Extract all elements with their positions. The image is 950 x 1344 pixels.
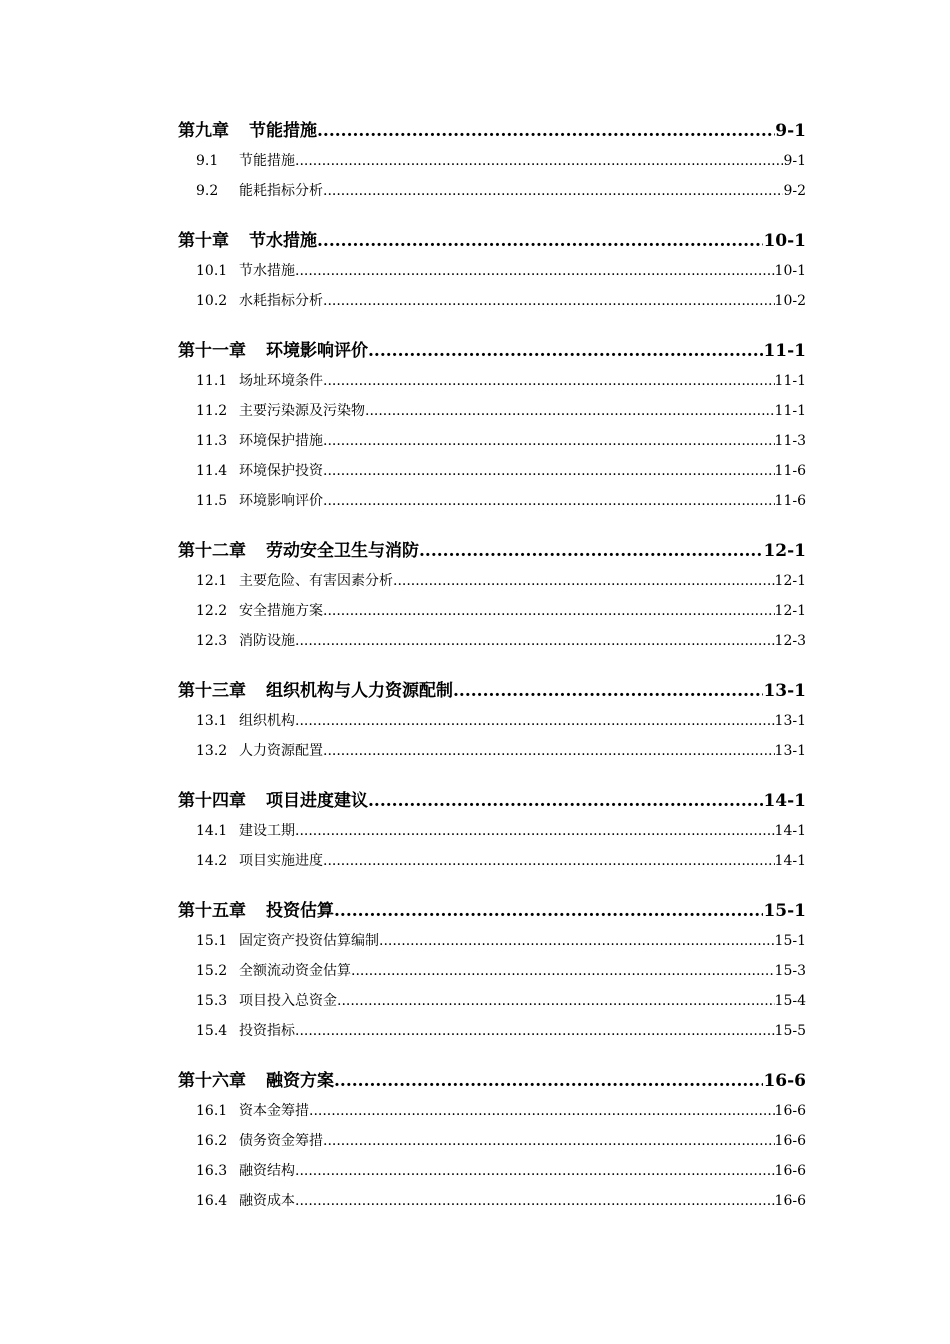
toc-section-number: 10.2	[196, 293, 228, 309]
toc-section-page: 11-3	[774, 433, 806, 449]
toc-chapter-entry[interactable]	[178, 336, 806, 366]
toc-section-entry[interactable]	[178, 256, 806, 286]
toc-section-number: 11.3	[196, 433, 228, 449]
toc-section-entry[interactable]	[178, 486, 806, 516]
toc-section-page: 15-3	[774, 963, 806, 979]
toc-section-page: 13-1	[774, 713, 806, 729]
toc-section-title: 节能措施	[239, 153, 295, 169]
toc-dot-leader	[334, 1066, 763, 1096]
toc-dot-leader	[334, 896, 763, 926]
toc-section-entry[interactable]	[178, 366, 806, 396]
toc-section-page: 9-1	[783, 153, 806, 169]
toc-section-number: 9.2	[196, 183, 219, 199]
toc-section-page: 16-6	[774, 1103, 806, 1119]
toc-section-number: 16.1	[196, 1103, 228, 1119]
toc-dot-leader	[379, 926, 775, 956]
toc-chapter-number: 第十六章	[178, 1071, 246, 1091]
toc-section-title: 全额流动资金估算	[239, 963, 351, 979]
toc-section-page: 16-6	[774, 1193, 806, 1209]
toc-section-title: 安全措施方案	[239, 603, 323, 619]
toc-chapter-number: 第十三章	[178, 681, 246, 701]
toc-section-entry[interactable]	[178, 1156, 806, 1186]
toc-section-title: 节水措施	[239, 263, 295, 279]
toc-chapter-number: 第十章	[178, 231, 229, 251]
toc-chapter-number: 第十五章	[178, 901, 246, 921]
toc-dot-leader	[295, 626, 775, 656]
toc-dot-leader	[323, 596, 775, 626]
toc-section-number: 15.1	[196, 933, 228, 949]
toc-chapter-entry[interactable]	[178, 536, 806, 566]
toc-section-title: 资本金筹措	[239, 1103, 309, 1119]
toc-section-title: 人力资源配置	[239, 743, 323, 759]
toc-section-page: 15-4	[774, 993, 806, 1009]
toc-section-number: 14.1	[196, 823, 228, 839]
toc-dot-leader	[317, 116, 775, 146]
toc-chapter-number: 第九章	[178, 121, 229, 141]
toc-dot-leader	[419, 536, 763, 566]
toc-section-title: 环境保护投资	[239, 463, 323, 479]
toc-section-page: 15-1	[774, 933, 806, 949]
toc-section-page: 11-6	[774, 463, 806, 479]
toc-section-number: 9.1	[196, 153, 219, 169]
toc-chapter-title: 节能措施	[249, 121, 317, 141]
toc-section-title: 主要污染源及污染物	[239, 403, 365, 419]
toc-chapter-entry[interactable]	[178, 676, 806, 706]
toc-chapter	[178, 786, 806, 876]
toc-chapter-page: 10-1	[763, 231, 806, 251]
toc-section-number: 11.2	[196, 403, 228, 419]
toc-section-page: 12-3	[774, 633, 806, 649]
toc-chapter-page: 15-1	[763, 901, 806, 921]
toc-chapter-page: 16-6	[763, 1071, 806, 1091]
toc-section-title: 项目实施进度	[239, 853, 323, 869]
toc-section-entry[interactable]	[178, 426, 806, 456]
toc-section-page: 16-6	[774, 1163, 806, 1179]
toc-chapter	[178, 536, 806, 656]
toc-chapter-title: 项目进度建议	[266, 791, 368, 811]
toc-dot-leader	[295, 256, 775, 286]
toc-section-entry[interactable]	[178, 596, 806, 626]
toc-section-entry[interactable]	[178, 566, 806, 596]
toc-chapter-page: 9-1	[775, 121, 806, 141]
toc-section-page: 11-6	[774, 493, 806, 509]
toc-dot-leader	[351, 956, 775, 986]
toc-section-entry[interactable]	[178, 1096, 806, 1126]
toc-chapter-entry[interactable]	[178, 896, 806, 926]
toc-section-page: 11-1	[774, 373, 806, 389]
toc-chapter-page: 11-1	[763, 341, 806, 361]
toc-chapter-page: 13-1	[763, 681, 806, 701]
toc-section-number: 15.2	[196, 963, 228, 979]
toc-section-number: 15.4	[196, 1023, 228, 1039]
toc-chapter-entry[interactable]	[178, 1066, 806, 1096]
toc-section-number: 12.1	[196, 573, 228, 589]
toc-chapter-number: 第十二章	[178, 541, 246, 561]
toc-dot-leader	[323, 426, 775, 456]
toc-chapter-number: 第十一章	[178, 341, 246, 361]
toc-section-number: 12.3	[196, 633, 228, 649]
toc-dot-leader	[295, 146, 783, 176]
toc-dot-leader	[295, 1186, 775, 1216]
toc-chapter	[178, 896, 806, 1046]
toc-dot-leader	[309, 1096, 775, 1126]
toc-section-number: 13.1	[196, 713, 228, 729]
toc-dot-leader	[323, 1126, 775, 1156]
toc-section-title: 项目投入总资金	[239, 993, 337, 1009]
toc-dot-leader	[295, 706, 775, 736]
toc-section-entry[interactable]	[178, 396, 806, 426]
toc-section-title: 水耗指标分析	[239, 293, 323, 309]
toc-dot-leader	[317, 226, 763, 256]
toc-chapter-title: 融资方案	[266, 1071, 334, 1091]
toc-chapter-title: 节水措施	[249, 231, 317, 251]
toc-dot-leader	[323, 486, 775, 516]
toc-dot-leader	[323, 366, 775, 396]
toc-section-number: 16.2	[196, 1133, 228, 1149]
toc-section-title: 组织机构	[239, 713, 295, 729]
toc-dot-leader	[295, 1156, 775, 1186]
toc-section-number: 16.4	[196, 1193, 228, 1209]
toc-section-title: 融资成本	[239, 1193, 295, 1209]
toc-section-title: 融资结构	[239, 1163, 295, 1179]
toc-section-title: 消防设施	[239, 633, 295, 649]
toc-section-title: 固定资产投资估算编制	[239, 933, 379, 949]
toc-section-title: 建设工期	[239, 823, 295, 839]
toc-dot-leader	[393, 566, 775, 596]
toc-section-number: 15.3	[196, 993, 228, 1009]
toc-chapter	[178, 336, 806, 516]
toc-chapter-page: 14-1	[763, 791, 806, 811]
toc-section-number: 14.2	[196, 853, 228, 869]
toc-section-number: 10.1	[196, 263, 228, 279]
toc-dot-leader	[365, 396, 775, 426]
toc-section-page: 13-1	[774, 743, 806, 759]
toc-chapter-entry[interactable]	[178, 226, 806, 256]
toc-section-number: 12.2	[196, 603, 228, 619]
toc-dot-leader	[323, 286, 775, 316]
toc-section-entry[interactable]	[178, 956, 806, 986]
toc-dot-leader	[323, 846, 775, 876]
toc-chapter	[178, 226, 806, 316]
toc-section-title: 投资指标	[239, 1023, 295, 1039]
toc-section-entry[interactable]	[178, 146, 806, 176]
toc-chapter-page: 12-1	[763, 541, 806, 561]
toc-dot-leader	[368, 336, 763, 366]
toc-chapter	[178, 676, 806, 766]
toc-section-page: 14-1	[774, 853, 806, 869]
toc-section-title: 环境保护措施	[239, 433, 323, 449]
toc-chapter-title: 组织机构与人力资源配制	[266, 681, 453, 701]
toc-dot-leader	[368, 786, 763, 816]
toc-dot-leader	[323, 456, 775, 486]
toc-chapter-title: 投资估算	[266, 901, 334, 921]
toc-section-entry[interactable]	[178, 456, 806, 486]
toc-section-title: 环境影响评价	[239, 493, 323, 509]
toc-section-page: 10-1	[774, 263, 806, 279]
toc-dot-leader	[323, 736, 775, 766]
toc-section-title: 债务资金筹措	[239, 1133, 323, 1149]
toc-dot-leader	[323, 176, 783, 206]
toc-section-entry[interactable]	[178, 1016, 806, 1046]
toc-section-page: 12-1	[774, 573, 806, 589]
toc-dot-leader	[453, 676, 763, 706]
table-of-contents	[178, 116, 806, 1216]
toc-section-entry[interactable]	[178, 986, 806, 1016]
toc-section-entry[interactable]	[178, 706, 806, 736]
toc-section-page: 16-6	[774, 1133, 806, 1149]
toc-section-number: 11.5	[196, 493, 228, 509]
toc-chapter	[178, 1066, 806, 1216]
toc-section-entry[interactable]	[178, 176, 806, 206]
toc-section-entry[interactable]	[178, 1126, 806, 1156]
toc-dot-leader	[337, 986, 775, 1016]
toc-section-number: 11.4	[196, 463, 228, 479]
toc-section-title: 能耗指标分析	[239, 183, 323, 199]
toc-section-entry[interactable]	[178, 846, 806, 876]
toc-section-page: 9-2	[783, 183, 806, 199]
toc-section-title: 场址环境条件	[239, 373, 323, 389]
toc-section-page: 10-2	[774, 293, 806, 309]
toc-section-number: 16.3	[196, 1163, 228, 1179]
toc-section-page: 12-1	[774, 603, 806, 619]
toc-section-entry[interactable]	[178, 926, 806, 956]
toc-chapter-title: 环境影响评价	[266, 341, 368, 361]
toc-dot-leader	[295, 1016, 775, 1046]
toc-section-entry[interactable]	[178, 1186, 806, 1216]
toc-section-entry[interactable]	[178, 626, 806, 656]
toc-section-page: 14-1	[774, 823, 806, 839]
toc-section-number: 13.2	[196, 743, 228, 759]
toc-chapter	[178, 116, 806, 206]
toc-section-entry[interactable]	[178, 816, 806, 846]
toc-chapter-entry[interactable]	[178, 786, 806, 816]
toc-section-entry[interactable]	[178, 286, 806, 316]
toc-chapter-number: 第十四章	[178, 791, 246, 811]
toc-section-entry[interactable]	[178, 736, 806, 766]
toc-section-number: 11.1	[196, 373, 228, 389]
toc-chapter-entry[interactable]	[178, 116, 806, 146]
toc-chapter-title: 劳动安全卫生与消防	[266, 541, 419, 561]
toc-section-page: 11-1	[774, 403, 806, 419]
toc-section-page: 15-5	[774, 1023, 806, 1039]
toc-dot-leader	[295, 816, 775, 846]
toc-section-title: 主要危险、有害因素分析	[239, 573, 393, 589]
